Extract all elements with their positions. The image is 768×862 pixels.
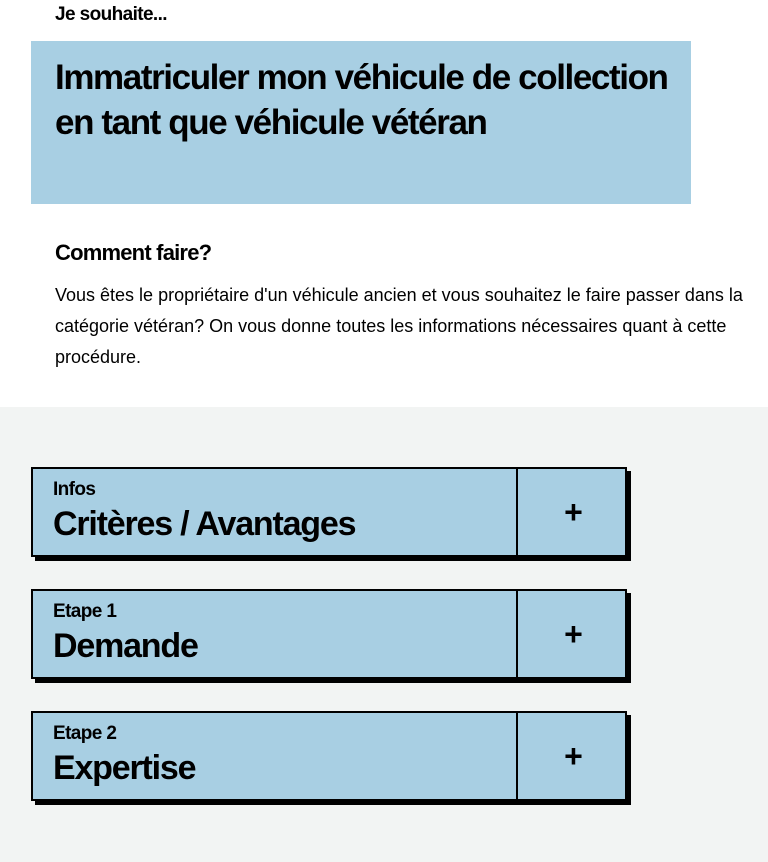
howto-description: Vous êtes le propriétaire d'un véhicule ancien et vous souhaitez le faire passer dans la catégorie vétéran? On vous donne toutes les informations nécessaires quant à cette procédure. [55, 285, 743, 367]
expand-plus-icon[interactable]: + [516, 469, 629, 555]
accordion-item-label: Etape 2 [53, 723, 117, 744]
accordion-item-title: Demande [53, 627, 198, 665]
page-title-banner [31, 41, 691, 204]
expand-plus-icon[interactable]: + [516, 713, 629, 799]
accordion-section [0, 407, 768, 862]
expand-plus-icon[interactable]: + [516, 591, 629, 677]
accordion-item-demande[interactable] [31, 589, 627, 679]
accordion-item-title: Critères / Avantages [53, 505, 356, 543]
accordion-item-expertise[interactable] [31, 711, 627, 801]
page-kicker: Je souhaite... [55, 4, 167, 25]
howto-heading: Comment faire? [55, 240, 212, 265]
accordion-item-title: Expertise [53, 749, 196, 787]
accordion-item-criteres[interactable] [31, 467, 627, 557]
page-title: Immatriculer mon véhicule de collection en tant que véhicule vétéran [55, 58, 668, 142]
accordion-item-label: Infos [53, 479, 96, 500]
accordion-item-label: Etape 1 [53, 601, 117, 622]
